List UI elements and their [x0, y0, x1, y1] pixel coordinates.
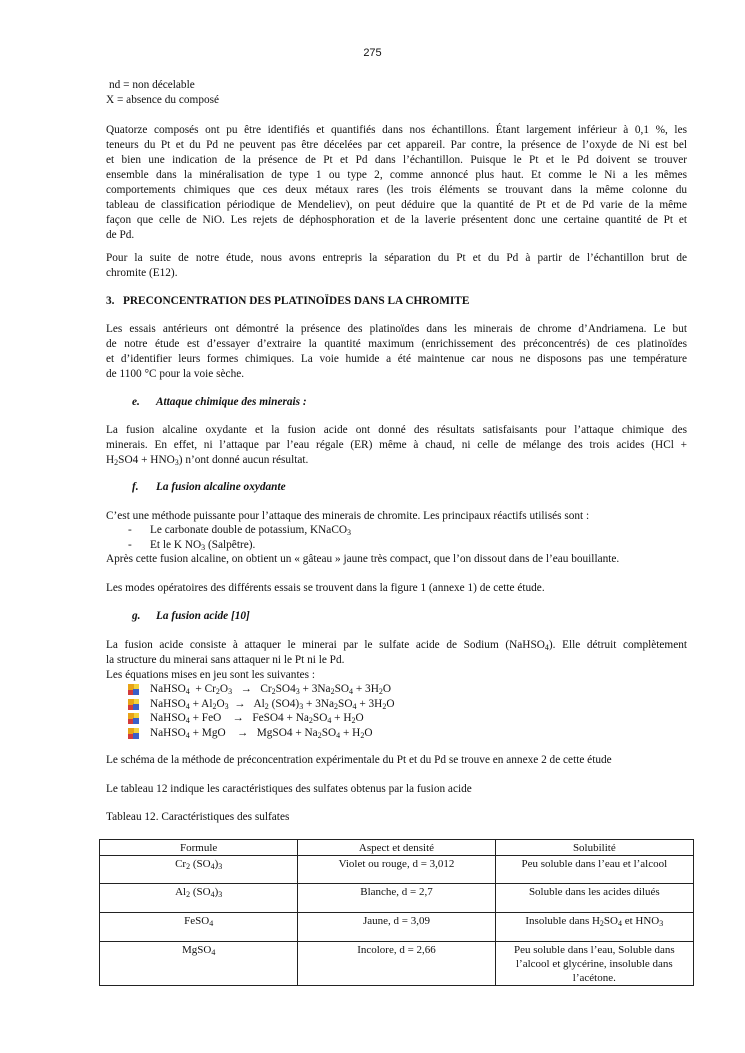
paragraph-10: Le tableau 12 indique les caractéristiques des sulfates obtenus par la fusion acide — [106, 783, 472, 795]
bullet-arrow-icon — [128, 713, 139, 724]
formula-cell: FeSO$_4$ — [100, 913, 298, 942]
table-row — [100, 856, 694, 884]
text-line: la structure du minerai sans attaquer ni le Pt ni le Pd. — [106, 654, 345, 666]
paragraph-9: Le schéma de la méthode de préconcentration expérimentale du Pt et du Pd se trouve en annexe 2 de cette étude — [106, 754, 612, 766]
solubility-cell: Insoluble dans $H_2SO_4$ et $HNO_3$ — [495, 913, 693, 942]
text-line: Les essais antérieurs ont démontré la présence des platinoïdes dans les minerais de chrome d’Andriamena. Le but — [106, 323, 687, 335]
paragraph-8 — [106, 638, 687, 683]
page-number: 275 — [363, 47, 382, 59]
text-line: Pour la suite de notre étude, nous avons entrepris la séparation du Pt et du Pd à partir de l’échantillon brut de — [106, 252, 687, 264]
subheading-e: e. Attaque chimique des minerais : — [132, 396, 307, 408]
solubility-cell: Peu soluble dans l’eau, Soluble dans l’alcool et glycérine, insoluble dans l’acétone. — [495, 942, 693, 986]
table-header: Formule — [100, 840, 298, 856]
text-line: de Pd. — [106, 229, 135, 241]
text-line: et bien une indication de la présence de Pt et Pd dans l’échantillon. Puisque le Pt et le Pd doivent se trouver — [106, 154, 687, 166]
bullet-arrow-icon — [128, 699, 139, 710]
paragraph-4 — [106, 423, 687, 468]
text-line: minerais. En effet, ni l’attaque par l’eau régale (ER) même à chaud, ni celle de mélange des trois acides (HCl + — [106, 439, 687, 451]
solubility-cell: Peu soluble dans l’eau et l’alcool — [495, 856, 693, 884]
text-line: teneurs du Pt et du Pd ne peuvent pas être décelées par cet appareil. Par contre, la présence de l’oxyde de Ni est bel — [106, 139, 687, 151]
text-line: La fusion alcaline oxydante et la fusion acide ont donné des résultats satisfaisants pour l’attaque chimique des — [106, 424, 687, 436]
section-heading — [106, 294, 687, 309]
table-caption: Tableau 12. Caractéristiques des sulfates — [106, 811, 290, 823]
text-line: $H_2SO4 + HNO_3$) n’ont donné aucun résultat. — [106, 454, 309, 467]
bullet-arrow-icon — [128, 728, 139, 739]
table-row — [100, 942, 694, 986]
aspect-cell: Jaune, d = 3,09 — [298, 913, 495, 942]
legend — [106, 78, 687, 108]
subheading-e-title: Attaque chimique des minerais : — [156, 396, 307, 408]
text-line: La fusion acide consiste à attaquer le minerai par le sulfate acide de Sodium (NaHSO$_4$). Elle détruit complètement — [106, 639, 687, 652]
text-line: façon que celle de NiO. Les rejets de déphosphoration et de la laverie présentent donc une certaine quantité de Pt et — [106, 214, 687, 226]
paragraph-7: Les modes opératoires des différents essais se trouvent dans la figure 1 (annexe 1) de cette étude. — [106, 582, 545, 594]
subheading-f-title: La fusion alcaline oxydante — [156, 481, 286, 493]
table-header: Aspect et densité — [298, 840, 495, 856]
subheading-f: f. La fusion alcaline oxydante — [132, 481, 286, 493]
table-row — [100, 913, 694, 942]
text-line: et d’identifier leurs formes chimiques. La voie humide a été maintenue car nous ne disposons pas une température — [106, 353, 687, 365]
text-line: de notre étude est d’essayer d’extraire la quantité maximum (enrichissement des préconcentrés) de ces platinoïdes — [106, 338, 687, 350]
solubility-cell: Soluble dans les acides dilués — [495, 884, 693, 913]
sulfates-table — [99, 839, 694, 986]
text-line: de 1100 °C pour la voie sèche. — [106, 368, 245, 380]
table-header: Solubilité — [495, 840, 693, 856]
text-line: Quatorze composés ont pu être identifiés et quantifiés dans nos échantillons. Étant largement inférieur à 0,1 %, les — [106, 124, 687, 136]
table-header-row — [100, 840, 694, 856]
text-line: ensemble dans la minéralisation de type 1 ou type 2, comme annoncé plus haut. Et comme le Ni a les mêmes — [106, 169, 687, 181]
paragraph-3 — [106, 322, 687, 382]
legend-x: X = absence du composé — [106, 94, 220, 106]
legend-nd: nd = non décelable — [109, 79, 195, 91]
formula-cell: $Al_2$ $(SO_4)_3$ — [100, 884, 298, 913]
formula-cell: MgSO$_4$ — [100, 942, 298, 986]
text-line: Les équations mises en jeu sont les suivantes : — [106, 669, 315, 681]
paragraph-2 — [106, 251, 687, 281]
text-line: chromite (E12). — [106, 267, 178, 279]
section-number: 3. — [106, 295, 115, 307]
text-line: tableau de classification périodique de Mendeliev), on peut déduire que la quantité de Pt et de Pd varie de la même — [106, 199, 687, 211]
text-line: comportements chimiques que ces deux métaux rares (les trois éléments se trouvant dans la même colonne du — [106, 184, 687, 196]
paragraph-1 — [106, 123, 687, 243]
aspect-cell: Incolore, d = 2,66 — [298, 942, 495, 986]
subheading-g: g. La fusion acide [10] — [132, 610, 250, 622]
subheading-g-title: La fusion acide [10] — [156, 610, 250, 622]
table-row — [100, 884, 694, 913]
bullet-arrow-icon — [128, 684, 139, 695]
paragraph-6: Après cette fusion alcaline, on obtient un « gâteau » jaune très compact, que l’on dissout dans de l’eau bouillante. — [106, 553, 620, 565]
aspect-cell: Blanche, d = 2,7 — [298, 884, 495, 913]
aspect-cell: Violet ou rouge, d = 3,012 — [298, 856, 495, 884]
formula-cell: $Cr_2$ $(SO_4)_3$ — [100, 856, 298, 884]
paragraph-5: C’est une méthode puissante pour l’attaque des minerais de chromite. Les principaux réactifs utilisés sont : — [106, 510, 590, 522]
section-title: PRECONCENTRATION DES PLATINOÏDES DANS LA CHROMITE — [122, 295, 470, 307]
